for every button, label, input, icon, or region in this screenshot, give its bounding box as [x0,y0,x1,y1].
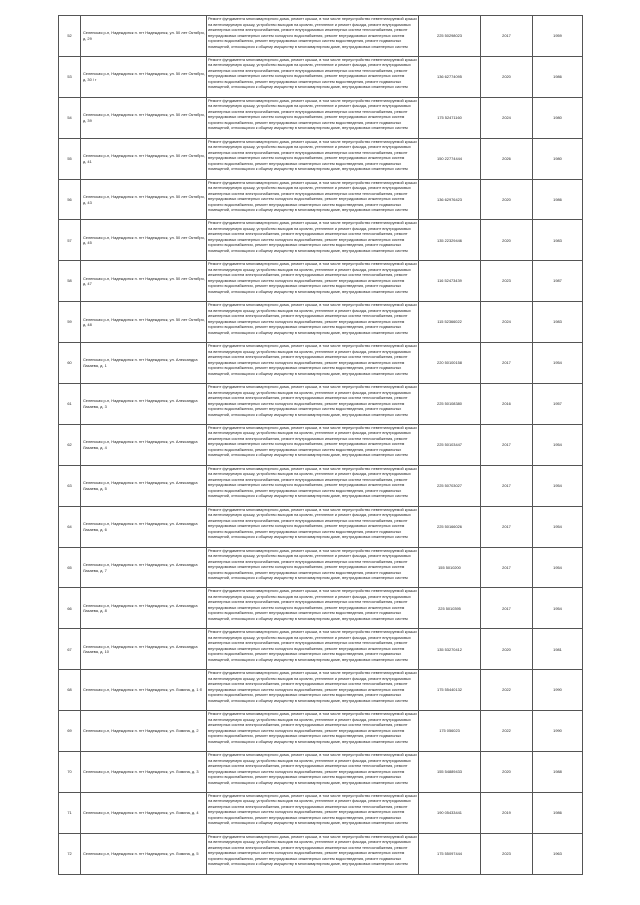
address-cell: Селенская р-н, Надеждинск п. пгт Надеждинск, ул. Александра Лазаева, д. 3 [81,384,207,425]
cost-cell: 136 62976423 [419,179,481,220]
repair-year-cell: 2026 [481,138,533,179]
repair-year-cell: 2017 [481,343,533,384]
repair-year-cell: 2019 [481,792,533,833]
build-year-cell: 1954 [533,465,583,506]
address-cell: Селенская р-н, Надеждинск п. пгт Надеждинск, ул. 50 лет Октября, д. 43 [81,179,207,220]
row-number-cell: 63 [59,465,81,506]
row-number-cell: 54 [59,97,81,138]
repair-year-cell: 2017 [481,588,533,629]
build-year-cell: 1986 [533,56,583,97]
cost-cell: 175 55440132 [419,670,481,711]
build-year-cell: 1983 [533,220,583,261]
cost-cell: 115 52366022 [419,302,481,343]
cost-cell: 175 55097444 [419,833,481,874]
row-number-cell: 58 [59,261,81,302]
cost-cell: 225 50108380 [419,384,481,425]
table-row [59,424,583,465]
works-cell [207,833,419,874]
cost-cell: 155 54889433 [419,752,481,793]
cost-cell: 225 50166026 [419,506,481,547]
repair-year-cell: 2017 [481,424,533,465]
table-row [59,588,583,629]
address-cell: Селенская р-н, Надеждинск п. пгт Надеждинск, ул. 50 лет Октября, д. 48 [81,302,207,343]
works-description: Ремонт фундамента многоквартирного дома, ремонт крыши, в том числе переустройство невентилируемой крыши на вентилируемую крышу, устройство выходов на кровлю, утепление и ремонт фасада, ремонт внутридомовых инженерных систем электроснабжения, ремонт внутридомовых инженерных систем теплоснабжения, ремонт внутридомовых инженерных систем холодного водоснабжения, ремонт внутридомовых инженерных систем горячего водоснабжения, ремонт внутридомовых инженерных систем водоотведения, ремонт подвальных помещений, относящихся к общему имуществу в многоквартирном доме, внутридомовых инженерных систем [208,465,417,499]
cost-cell: 135 53270412 [419,629,481,670]
repair-year-cell: 2017 [481,506,533,547]
row-number-cell: 53 [59,56,81,97]
row-number-cell: 70 [59,752,81,793]
address-cell: Селенская р-н, Надеждинск п. пгт Надеждинск, ул. Александра Лазаева, д. 1 [81,343,207,384]
repair-year-cell: 2020 [481,56,533,97]
works-description: Ремонт фундамента многоквартирного дома, ремонт крыши, в том числе переустройство невентилируемой крыши на вентилируемую крышу, устройство выходов на кровлю, утепление и ремонт фасада, ремонт внутридомовых инженерных систем электроснабжения, ремонт внутридомовых инженерных систем теплоснабжения, ремонт внутридомовых инженерных систем холодного водоснабжения, ремонт внутридомовых инженерных систем горячего водоснабжения, ремонт внутридомовых инженерных систем водоотведения, ремонт подвальных помещений, относящихся к общему имуществу в многоквартирном доме, внутридомовых инженерных систем [208,138,417,172]
build-year-cell: 1987 [533,261,583,302]
works-description: Ремонт фундамента многоквартирного дома, ремонт крыши, в том числе переустройство невентилируемой крыши на вентилируемую крышу, устройство выходов на кровлю, утепление и ремонт фасада, ремонт внутридомовых инженерных систем электроснабжения, ремонт внутридомовых инженерных систем теплоснабжения, ремонт внутридомовых инженерных систем холодного водоснабжения, ремонт внутридомовых инженерных систем горячего водоснабжения, ремонт внутридомовых инженерных систем водоотведения, ремонт подвальных помещений, относящихся к общему имуществу в многоквартирном доме, внутридомовых инженерных систем [208,384,417,417]
table-row [59,16,583,57]
table-body [59,16,583,875]
repair-year-cell: 2017 [481,547,533,588]
table-row [59,465,583,506]
row-number-cell: 64 [59,506,81,547]
address-cell: Селенская р-н, Надеждинск п. пгт Надеждинск, ул. 50 лет Октября, д. 29 [81,16,207,57]
works-description: Ремонт фундамента многоквартирного дома, ремонт крыши, в том числе переустройство невентилируемой крыши на вентилируемую крышу, устройство выходов на кровлю, утепление и ремонт фасада, ремонт внутридомовых инженерных систем электроснабжения, ремонт внутридомовых инженерных систем теплоснабжения, ремонт внутридомовых инженерных систем холодного водоснабжения, ремонт внутридомовых инженерных систем горячего водоснабжения, ремонт внутридомовых инженерных систем водоотведения, ремонт подвальных помещений, относящихся к общему имуществу в многоквартирном доме, внутридомовых инженерных систем [208,833,417,867]
table-row [59,711,583,752]
row-number-cell: 60 [59,343,81,384]
build-year-cell: 1954 [533,588,583,629]
build-year-cell: 1980 [533,97,583,138]
address-cell: Селенская р-н, Надеждинск п. пгт Надеждинск, ул. 50 лет Октября, д. 41 [81,138,207,179]
build-year-cell: 1957 [533,384,583,425]
cost-cell: 150 22774444 [419,138,481,179]
build-year-cell: 1954 [533,343,583,384]
address-cell: Селенская р-н, Надеждинск п. пгт Надеждинск, ул. Ломина, д. 4 [81,792,207,833]
address-cell: Селенская р-н, Надеждинск п. пгт Надеждинск, ул. 50 лет Октября, д. 39 [81,97,207,138]
build-year-cell: 1988 [533,752,583,793]
works-description: Ремонт фундамента многоквартирного дома, ремонт крыши, в том числе переустройство невентилируемой крыши на вентилируемую крышу, устройство выходов на кровлю, утепление и ремонт фасада, ремонт внутридомовых инженерных систем электроснабжения, ремонт внутридомовых инженерных систем теплоснабжения, ремонт внутридомовых инженерных систем холодного водоснабжения, ремонт внутридомовых инженерных систем горячего водоснабжения, ремонт внутридомовых инженерных систем водоотведения, ремонт подвальных помещений, относящихся к общему имуществу в многоквартирном доме, внутридомовых инженерных систем [208,261,417,294]
row-number-cell: 69 [59,711,81,752]
works-cell [207,506,419,547]
works-description: Ремонт фундамента многоквартирного дома, ремонт крыши, в том числе переустройство невентилируемой крыши на вентилируемую крышу, устройство выходов на кровлю, утепление и ремонт фасада, ремонт внутридомовых инженерных систем электроснабжения, ремонт внутридомовых инженерных систем теплоснабжения, ремонт внутридомовых инженерных систем холодного водоснабжения, ремонт внутридомовых инженерных систем горячего водоснабжения, ремонт внутридомовых инженерных систем водоотведения, ремонт подвальных помещений, относящихся к общему имуществу в многоквартирном доме, внутридомовых инженерных систем [208,670,417,703]
works-cell [207,220,419,261]
works-cell [207,97,419,138]
address-cell: Селенская р-н, Надеждинск п. пгт Надеждинск, ул. Ломина, д. 2 [81,711,207,752]
repair-year-cell: 2023 [481,833,533,874]
cost-cell: 155 5010200 [419,547,481,588]
address-cell: Селенская р-н, Надеждинск п. пгт Надеждинск, ул. Александра Лазаева, д. 8 [81,588,207,629]
cost-cell: 135 22329446 [419,220,481,261]
build-year-cell: 1983 [533,302,583,343]
address-cell: Селенская р-н, Надеждинск п. пгт Надеждинск, ул. 50 лет Октября, д. 45 [81,220,207,261]
repair-year-cell: 2017 [481,465,533,506]
row-number-cell: 62 [59,424,81,465]
works-cell [207,465,419,506]
build-year-cell: 1963 [533,833,583,874]
works-description: Ремонт фундамента многоквартирного дома, ремонт крыши, в том числе переустройство невентилируемой крыши на вентилируемую крышу, устройство выходов на кровлю, утепление и ремонт фасада, ремонт внутридомовых инженерных систем электроснабжения, ремонт внутридомовых инженерных систем теплоснабжения, ремонт внутридомовых инженерных систем холодного водоснабжения, ремонт внутридомовых инженерных систем горячего водоснабжения, ремонт внутридомовых инженерных систем водоотведения, ремонт подвальных помещений, относящихся к общему имуществу в многоквартирном доме, внутридомовых инженерных систем [208,179,417,213]
row-number-cell: 59 [59,302,81,343]
works-cell [207,752,419,793]
works-cell [207,711,419,752]
repair-year-cell: 2020 [481,179,533,220]
cost-cell: 225 50103447 [419,424,481,465]
repair-year-cell: 2022 [481,670,533,711]
capital-repair-table [58,15,583,875]
address-cell: Селенская р-н, Надеждинск п. пгт Надеждинск, ул. Александра Лазаева, д. 7 [81,547,207,588]
row-number-cell: 72 [59,833,81,874]
table-row [59,670,583,711]
works-description: Ремонт фундамента многоквартирного дома, ремонт крыши, в том числе переустройство невентилируемой крыши на вентилируемую крышу, устройство выходов на кровлю, утепление и ремонт фасада, ремонт внутридомовых инженерных систем электроснабжения, ремонт внутридомовых инженерных систем теплоснабжения, ремонт внутридомовых инженерных систем холодного водоснабжения, ремонт внутридомовых инженерных систем горячего водоснабжения, ремонт внутридомовых инженерных систем водоотведения, ремонт подвальных помещений, относящихся к общему имуществу в многоквартирном доме, внутридомовых инженерных систем [208,220,417,253]
works-description: Ремонт фундамента многоквартирного дома, ремонт крыши, в том числе переустройство невентилируемой крыши на вентилируемую крышу, устройство выходов на кровлю, утепление и ремонт фасада, ремонт внутридомовых инженерных систем электроснабжения, ремонт внутридомовых инженерных систем теплоснабжения, ремонт внутридомовых инженерных систем холодного водоснабжения, ремонт внутридомовых инженерных систем горячего водоснабжения, ремонт внутридомовых инженерных систем водоотведения, ремонт подвальных помещений, относящихся к общему имуществу в многоквартирном доме, внутридомовых инженерных систем [208,629,417,662]
table-row [59,179,583,220]
works-description: Ремонт фундамента многоквартирного дома, ремонт крыши, в том числе переустройство невентилируемой крыши на вентилируемую крышу, устройство выходов на кровлю, утепление и ремонт фасада, ремонт внутридомовых инженерных систем электроснабжения, ремонт внутридомовых инженерных систем теплоснабжения, ремонт внутридомовых инженерных систем холодного водоснабжения, ремонт внутридомовых инженерных систем горячего водоснабжения, ремонт внутридомовых инженерных систем водоотведения, ремонт подвальных помещений, относящихся к общему имуществу в многоквартирном доме, внутридомовых инженерных систем [208,792,417,826]
row-number-cell: 71 [59,792,81,833]
build-year-cell: 1954 [533,547,583,588]
build-year-cell: 1986 [533,792,583,833]
table-row [59,343,583,384]
build-year-cell: 1954 [533,506,583,547]
works-description: Ремонт фундамента многоквартирного дома, ремонт крыши, в том числе переустройство невентилируемой крыши на вентилируемую крышу, устройство выходов на кровлю, утепление и ремонт фасада, ремонт внутридомовых инженерных систем электроснабжения, ремонт внутридомовых инженерных систем теплоснабжения, ремонт внутридомовых инженерных систем холодного водоснабжения, ремонт внутридомовых инженерных систем горячего водоснабжения, ремонт внутридомовых инженерных систем водоотведения, ремонт подвальных помещений, относящихся к общему имуществу в многоквартирном доме, внутридомовых инженерных систем [208,752,417,785]
row-number-cell: 68 [59,670,81,711]
table-row [59,384,583,425]
works-cell [207,384,419,425]
build-year-cell: 1954 [533,424,583,465]
works-cell [207,670,419,711]
works-cell [207,138,419,179]
table-row [59,629,583,670]
table-row [59,302,583,343]
row-number-cell: 56 [59,179,81,220]
repair-year-cell: 2016 [481,384,533,425]
works-description: Ремонт фундамента многоквартирного дома, ремонт крыши, в том числе переустройство невентилируемой крыши на вентилируемую крышу, устройство выходов на кровлю, утепление и ремонт фасада, ремонт внутридомовых инженерных систем электроснабжения, ремонт внутридомовых инженерных систем теплоснабжения, ремонт внутридомовых инженерных систем холодного водоснабжения, ремонт внутридомовых инженерных систем горячего водоснабжения, ремонт внутридомовых инженерных систем водоотведения, ремонт подвальных помещений, относящихся к общему имуществу в многоквартирном доме, внутридомовых инженерных систем [208,547,417,581]
row-number-cell: 65 [59,547,81,588]
row-number-cell: 57 [59,220,81,261]
works-description: Ремонт фундамента многоквартирного дома, ремонт крыши, в том числе переустройство невентилируемой крыши на вентилируемую крышу, устройство выходов на кровлю, утепление и ремонт фасада, ремонт внутридомовых инженерных систем электроснабжения, ремонт внутридомовых инженерных систем теплоснабжения, ремонт внутридомовых инженерных систем холодного водоснабжения, ремонт внутридомовых инженерных систем горячего водоснабжения, ремонт внутридомовых инженерных систем водоотведения, ремонт подвальных помещений, относящихся к общему имуществу в многоквартирном доме, внутридомовых инженерных систем [208,56,417,90]
works-cell [207,343,419,384]
works-description: Ремонт фундамента многоквартирного дома, ремонт крыши, в том числе переустройство невентилируемой крыши на вентилируемую крышу, устройство выходов на кровлю, утепление и ремонт фасада, ремонт внутридомовых инженерных систем электроснабжения, ремонт внутридомовых инженерных систем теплоснабжения, ремонт внутридомовых инженерных систем холодного водоснабжения, ремонт внутридомовых инженерных систем горячего водоснабжения, ремонт внутридомовых инженерных систем водоотведения, ремонт подвальных помещений, относящихся к общему имуществу в многоквартирном доме, внутридомовых инженерных систем [208,302,417,335]
works-cell [207,588,419,629]
table-row [59,752,583,793]
repair-year-cell: 2024 [481,302,533,343]
address-cell: Селенская р-н, Надеждинск п. пгт Надеждинск, ул. Ломина, д. 1 б [81,670,207,711]
works-cell [207,16,419,57]
address-cell: Селенская р-н, Надеждинск п. пгт Надеждинск, ул. Александра Лазаева, д. 5 [81,465,207,506]
works-cell [207,424,419,465]
table-row [59,97,583,138]
address-cell: Селенская р-н, Надеждинск п. пгт Надеждинск, ул. Александра Лазаева, д. 4 [81,424,207,465]
works-cell [207,56,419,97]
row-number-cell: 61 [59,384,81,425]
row-number-cell: 67 [59,629,81,670]
works-cell [207,629,419,670]
build-year-cell: 1990 [533,711,583,752]
address-cell: Селенская р-н, Надеждинск п. пгт Надеждинск, ул. Ломина, д. 5 [81,833,207,874]
build-year-cell: 1980 [533,138,583,179]
works-description: Ремонт фундамента многоквартирного дома, ремонт крыши, в том числе переустройство невентилируемой крыши на вентилируемую крышу, устройство выходов на кровлю, утепление и ремонт фасада, ремонт внутридомовых инженерных систем электроснабжения, ремонт внутридомовых инженерных систем теплоснабжения, ремонт внутридомовых инженерных систем холодного водоснабжения, ремонт внутридомовых инженерных систем горячего водоснабжения, ремонт внутридомовых инженерных систем водоотведения, ремонт подвальных помещений, относящихся к общему имуществу в многоквартирном доме, внутридомовых инженерных систем [208,506,417,540]
address-cell: Селенская р-н, Надеждинск п. пгт Надеждинск, ул. Ломина, д. 3 [81,752,207,793]
table-row [59,261,583,302]
address-cell: Селенская р-н, Надеждинск п. пгт Надеждинск, ул. Александра Лазаева, д. 10 [81,629,207,670]
works-description: Ремонт фундамента многоквартирного дома, ремонт крыши, в том числе переустройство невентилируемой крыши на вентилируемую крышу, устройство выходов на кровлю, утепление и ремонт фасада, ремонт внутридомовых инженерных систем электроснабжения, ремонт внутридомовых инженерных систем теплоснабжения, ремонт внутридомовых инженерных систем холодного водоснабжения, ремонт внутридомовых инженерных систем горячего водоснабжения, ремонт внутридомовых инженерных систем водоотведения, ремонт подвальных помещений, относящихся к общему имуществу в многоквартирном доме, внутридомовых инженерных систем [208,343,417,376]
repair-year-cell: 2017 [481,16,533,57]
build-year-cell: 1959 [533,16,583,57]
cost-cell: 116 52473439 [419,261,481,302]
table-row [59,792,583,833]
table-row [59,138,583,179]
works-cell [207,792,419,833]
build-year-cell: 1986 [533,179,583,220]
table-row [59,220,583,261]
repair-year-cell: 2023 [481,261,533,302]
works-description: Ремонт фундамента многоквартирного дома, ремонт крыши, в том числе переустройство невентилируемой крыши на вентилируемую крышу, устройство выходов на кровлю, утепление и ремонт фасада, ремонт внутридомовых инженерных систем электроснабжения, ремонт внутридомовых инженерных систем теплоснабжения, ремонт внутридомовых инженерных систем холодного водоснабжения, ремонт внутридомовых инженерных систем горячего водоснабжения, ремонт внутридомовых инженерных систем водоотведения, ремонт подвальных помещений, относящихся к общему имуществу в многоквартирном доме, внутридомовых инженерных систем [208,424,417,458]
table-row [59,506,583,547]
row-number-cell: 66 [59,588,81,629]
cost-cell: 225 5010395 [419,588,481,629]
row-number-cell: 55 [59,138,81,179]
cost-cell: 175 52471160 [419,97,481,138]
works-description: Ремонт фундамента многоквартирного дома, ремонт крыши, в том числе переустройство невентилируемой крыши на вентилируемую крышу, устройство выходов на кровлю, утепление и ремонт фасада, ремонт внутридомовых инженерных систем электроснабжения, ремонт внутридомовых инженерных систем теплоснабжения, ремонт внутридомовых инженерных систем холодного водоснабжения, ремонт внутридомовых инженерных систем горячего водоснабжения, ремонт внутридомовых инженерных систем водоотведения, ремонт подвальных помещений, относящихся к общему имуществу в многоквартирном доме, внутридомовых инженерных систем [208,97,417,131]
works-cell [207,179,419,220]
repair-year-cell: 2022 [481,711,533,752]
address-cell: Селенская р-н, Надеждинск п. пгт Надеждинск, ул. 50 лет Октября, д. 30 / г [81,56,207,97]
works-description: Ремонт фундамента многоквартирного дома, ремонт крыши, в том числе переустройство невентилируемой крыши на вентилируемую крышу, устройство выходов на кровлю, утепление и ремонт фасада, ремонт внутридомовых инженерных систем электроснабжения, ремонт внутридомовых инженерных систем теплоснабжения, ремонт внутридомовых инженерных систем холодного водоснабжения, ремонт внутридомовых инженерных систем горячего водоснабжения, ремонт внутридомовых инженерных систем водоотведения, ремонт подвальных помещений, относящихся к общему имуществу в многоквартирном доме, внутридомовых инженерных систем [208,711,417,744]
works-description: Ремонт фундамента многоквартирного дома, ремонт крыши, в том числе переустройство невентилируемой крыши на вентилируемую крышу, устройство выходов на кровлю, утепление и ремонт фасада, ремонт внутридомовых инженерных систем электроснабжения, ремонт внутридомовых инженерных систем теплоснабжения, ремонт внутридомовых инженерных систем холодного водоснабжения, ремонт внутридомовых инженерных систем горячего водоснабжения, ремонт внутридомовых инженерных систем водоотведения, ремонт подвальных помещений, относящихся к общему имуществу в многоквартирном доме, внутридомовых инженерных систем [208,16,417,49]
cost-cell: 175 056023 [419,711,481,752]
cost-cell: 190 05433441 [419,792,481,833]
table-row [59,547,583,588]
cost-cell: 220 50100158 [419,343,481,384]
cost-cell: 136 62774095 [419,56,481,97]
build-year-cell: 1981 [533,629,583,670]
cost-cell: 225 50298023 [419,16,481,57]
repair-year-cell: 2020 [481,629,533,670]
row-number-cell: 52 [59,16,81,57]
repair-year-cell: 2020 [481,752,533,793]
address-cell: Селенская р-н, Надеждинск п. пгт Надеждинск, ул. Александра Лазаева, д. 6 [81,506,207,547]
address-cell: Селенская р-н, Надеждинск п. пгт Надеждинск, ул. 50 лет Октября, д. 47 [81,261,207,302]
works-cell [207,261,419,302]
repair-year-cell: 2020 [481,220,533,261]
works-cell [207,302,419,343]
cost-cell: 225 50703027 [419,465,481,506]
build-year-cell: 1990 [533,670,583,711]
table-row [59,833,583,874]
works-cell [207,547,419,588]
works-description: Ремонт фундамента многоквартирного дома, ремонт крыши, в том числе переустройство невентилируемой крыши на вентилируемую крышу, устройство выходов на кровлю, утепление и ремонт фасада, ремонт внутридомовых инженерных систем электроснабжения, ремонт внутридомовых инженерных систем теплоснабжения, ремонт внутридомовых инженерных систем холодного водоснабжения, ремонт внутридомовых инженерных систем горячего водоснабжения, ремонт внутридомовых инженерных систем водоотведения, ремонт подвальных помещений, относящихся к общему имуществу в многоквартирном доме, внутридомовых инженерных систем [208,588,417,621]
repair-year-cell: 2024 [481,97,533,138]
table-row [59,56,583,97]
